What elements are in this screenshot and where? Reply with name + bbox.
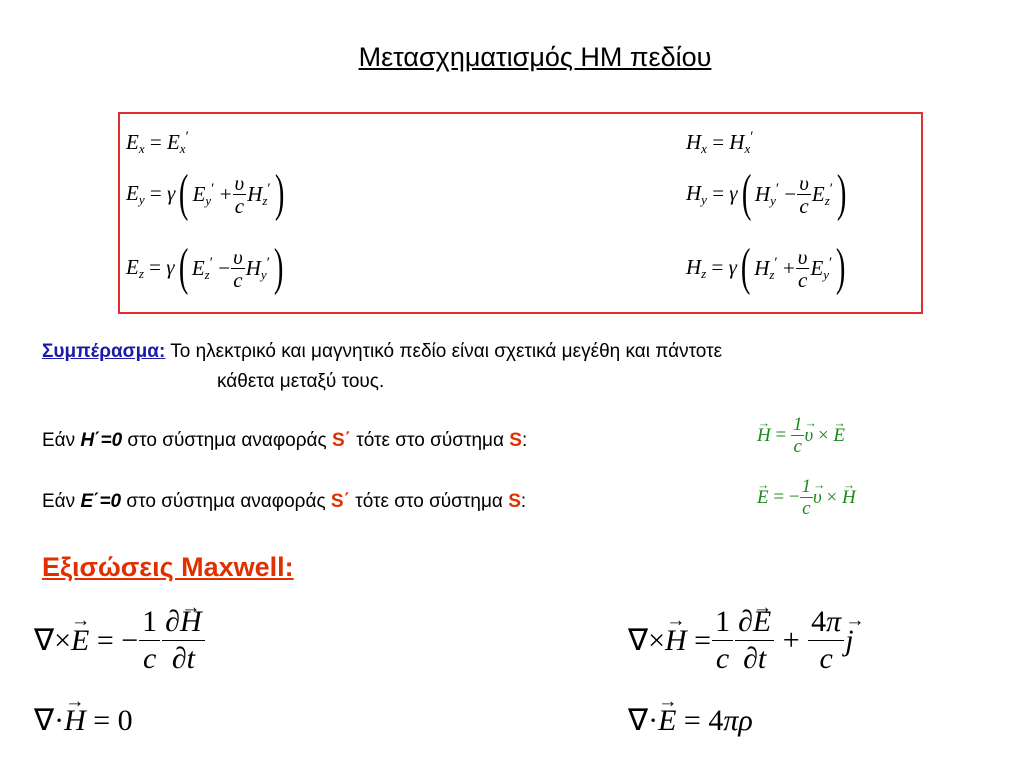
frame-s: S [508,491,521,512]
conclusion-label: Συμπέρασμα: [42,341,166,362]
equation-hz: $H_z = \gamma$( $H_z'$ + $\frac{\upsilon}{c}$ $E_y'$) [686,239,846,296]
conclusion-text-line1: Το ηλεκτρικό και μαγνητικό πεδίο είναι σχετικά μεγέθη και πάντοτε [170,341,723,362]
equation-ez: $E_z = \gamma$( $E_z'$ − $\frac{\upsilon}{c}$ $H_y'$) [126,239,284,296]
condition-e-zero: Εάν E΄=0 στο σύστημα αναφοράς S΄ τότε στο σύστημα S: [42,491,527,512]
equation-hx: $H_x = H_x'$ [686,129,754,156]
maxwell-gauss-magnetic-equation: ∇·→ H = 0 [34,706,133,736]
formula-e-from-h: → E = − $\frac{1}{c}$ → υ × → H [757,476,856,519]
transformation-equations-box [118,112,923,314]
condition-h-prime: H΄=0 [80,430,123,451]
frame-s-prime: S΄ [330,491,350,512]
conclusion-paragraph [42,337,722,397]
maxwell-ampere-equation: ∇×→ H = $\frac{1}{c}$ $\frac{\partial\to E}{\partial t}$ + $\frac{4\pi}{c}$ → j [628,604,854,677]
formula-h-from-e: → H = $\frac{1}{c}$ → υ × → E [757,414,845,457]
frame-s-prime: S΄ [331,430,351,451]
equation-hy: $H_y = \gamma$( $H_y'$ − $\frac{\upsilon}{c}$ $E_z'$) [686,165,847,222]
condition-h-zero: Εάν H΄=0 στο σύστημα αναφοράς S΄ τότε στο σύστημα S: [42,430,528,451]
maxwell-heading: Εξισώσεις Maxwell: [42,552,294,582]
equation-ey: $E_y = \gamma$( $E_y'$ + $\frac{\upsilon}{c}$ $H_z'$) [126,165,285,222]
condition-e-prime: E΄=0 [80,491,122,512]
page-title: Μετασχηματισμός ΗΜ πεδίου [358,42,712,72]
equation-ex: $E_x = E_x'$ [126,129,189,156]
maxwell-gauss-electric-equation: ∇·→ E = 4πρ [628,706,753,736]
frame-s: S [509,430,522,451]
conclusion-text-line2: κάθετα μεταξύ τους. [217,371,385,392]
maxwell-faraday-equation: ∇×→ E = − $\frac{1}{c}$ $\frac{\partial\to H}{\partial t}$ [34,604,206,677]
